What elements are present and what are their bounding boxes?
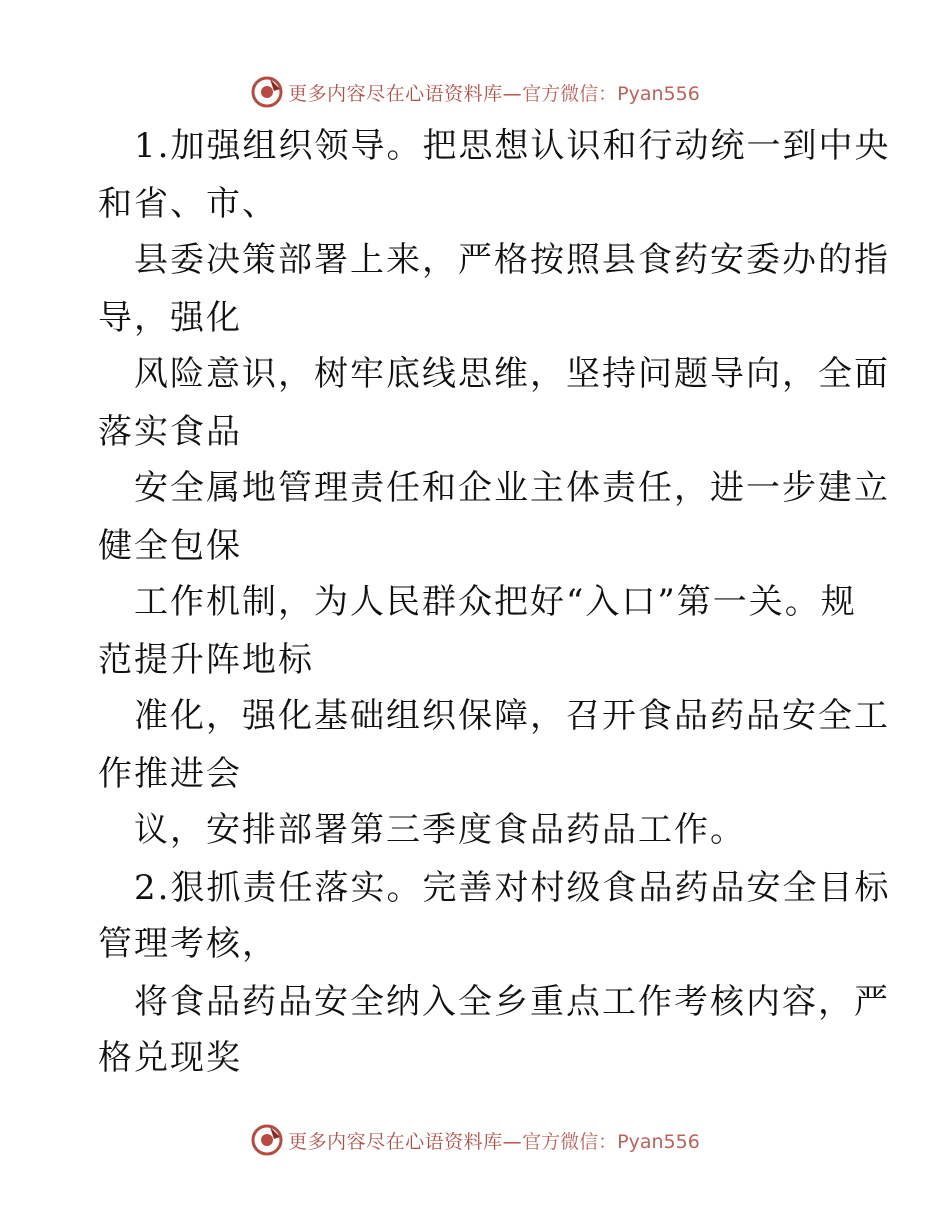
- text-line: 准化，强化基础组织保障，召开食品药品安全工: [134, 696, 890, 736]
- text-line: 作推进会: [98, 754, 242, 794]
- text-line: 2.狠抓责任落实。完善对村级食品药品安全目标: [134, 868, 891, 908]
- banner-wechat: 官方微信：Pyan556: [522, 82, 700, 105]
- text-line: 和省、市、: [98, 184, 278, 224]
- text-line: 范提升阵地标: [98, 640, 314, 680]
- footer-banner: [0, 1118, 950, 1162]
- text-line: 落实食品: [98, 412, 242, 452]
- banner-wechat: 官方微信：Pyan556: [522, 1130, 700, 1153]
- text-line: 健全包保: [98, 526, 242, 566]
- text-line: 导，强化: [98, 298, 242, 338]
- text-line: 工作机制，为人民群众把好“入口”第一关。规: [134, 582, 857, 622]
- text-line: 安全属地管理责任和企业主体责任，进一步建立: [134, 468, 890, 508]
- header-banner: [0, 70, 950, 114]
- text-line: 管理考核，: [98, 924, 278, 964]
- text-line: 县委决策部署上来，严格按照县食药安委办的指: [134, 240, 890, 280]
- brand-logo-icon: [250, 75, 284, 109]
- text-line: 1.加强组织领导。把思想认识和行动统一到中央: [134, 126, 891, 166]
- text-line: 风险意识，树牢底线思维，坚持问题导向，全面: [134, 354, 890, 394]
- banner-text: 更多内容尽在心语资料库—: [288, 1130, 523, 1153]
- text-line: 议，安排部署第三季度食品药品工作。: [134, 810, 746, 850]
- text-line: 将食品药品安全纳入全乡重点工作考核内容，严: [134, 982, 890, 1022]
- brand-logo-icon: [250, 1123, 284, 1157]
- text-line: 格兑现奖: [98, 1038, 242, 1078]
- banner-text: 更多内容尽在心语资料库—: [288, 82, 523, 105]
